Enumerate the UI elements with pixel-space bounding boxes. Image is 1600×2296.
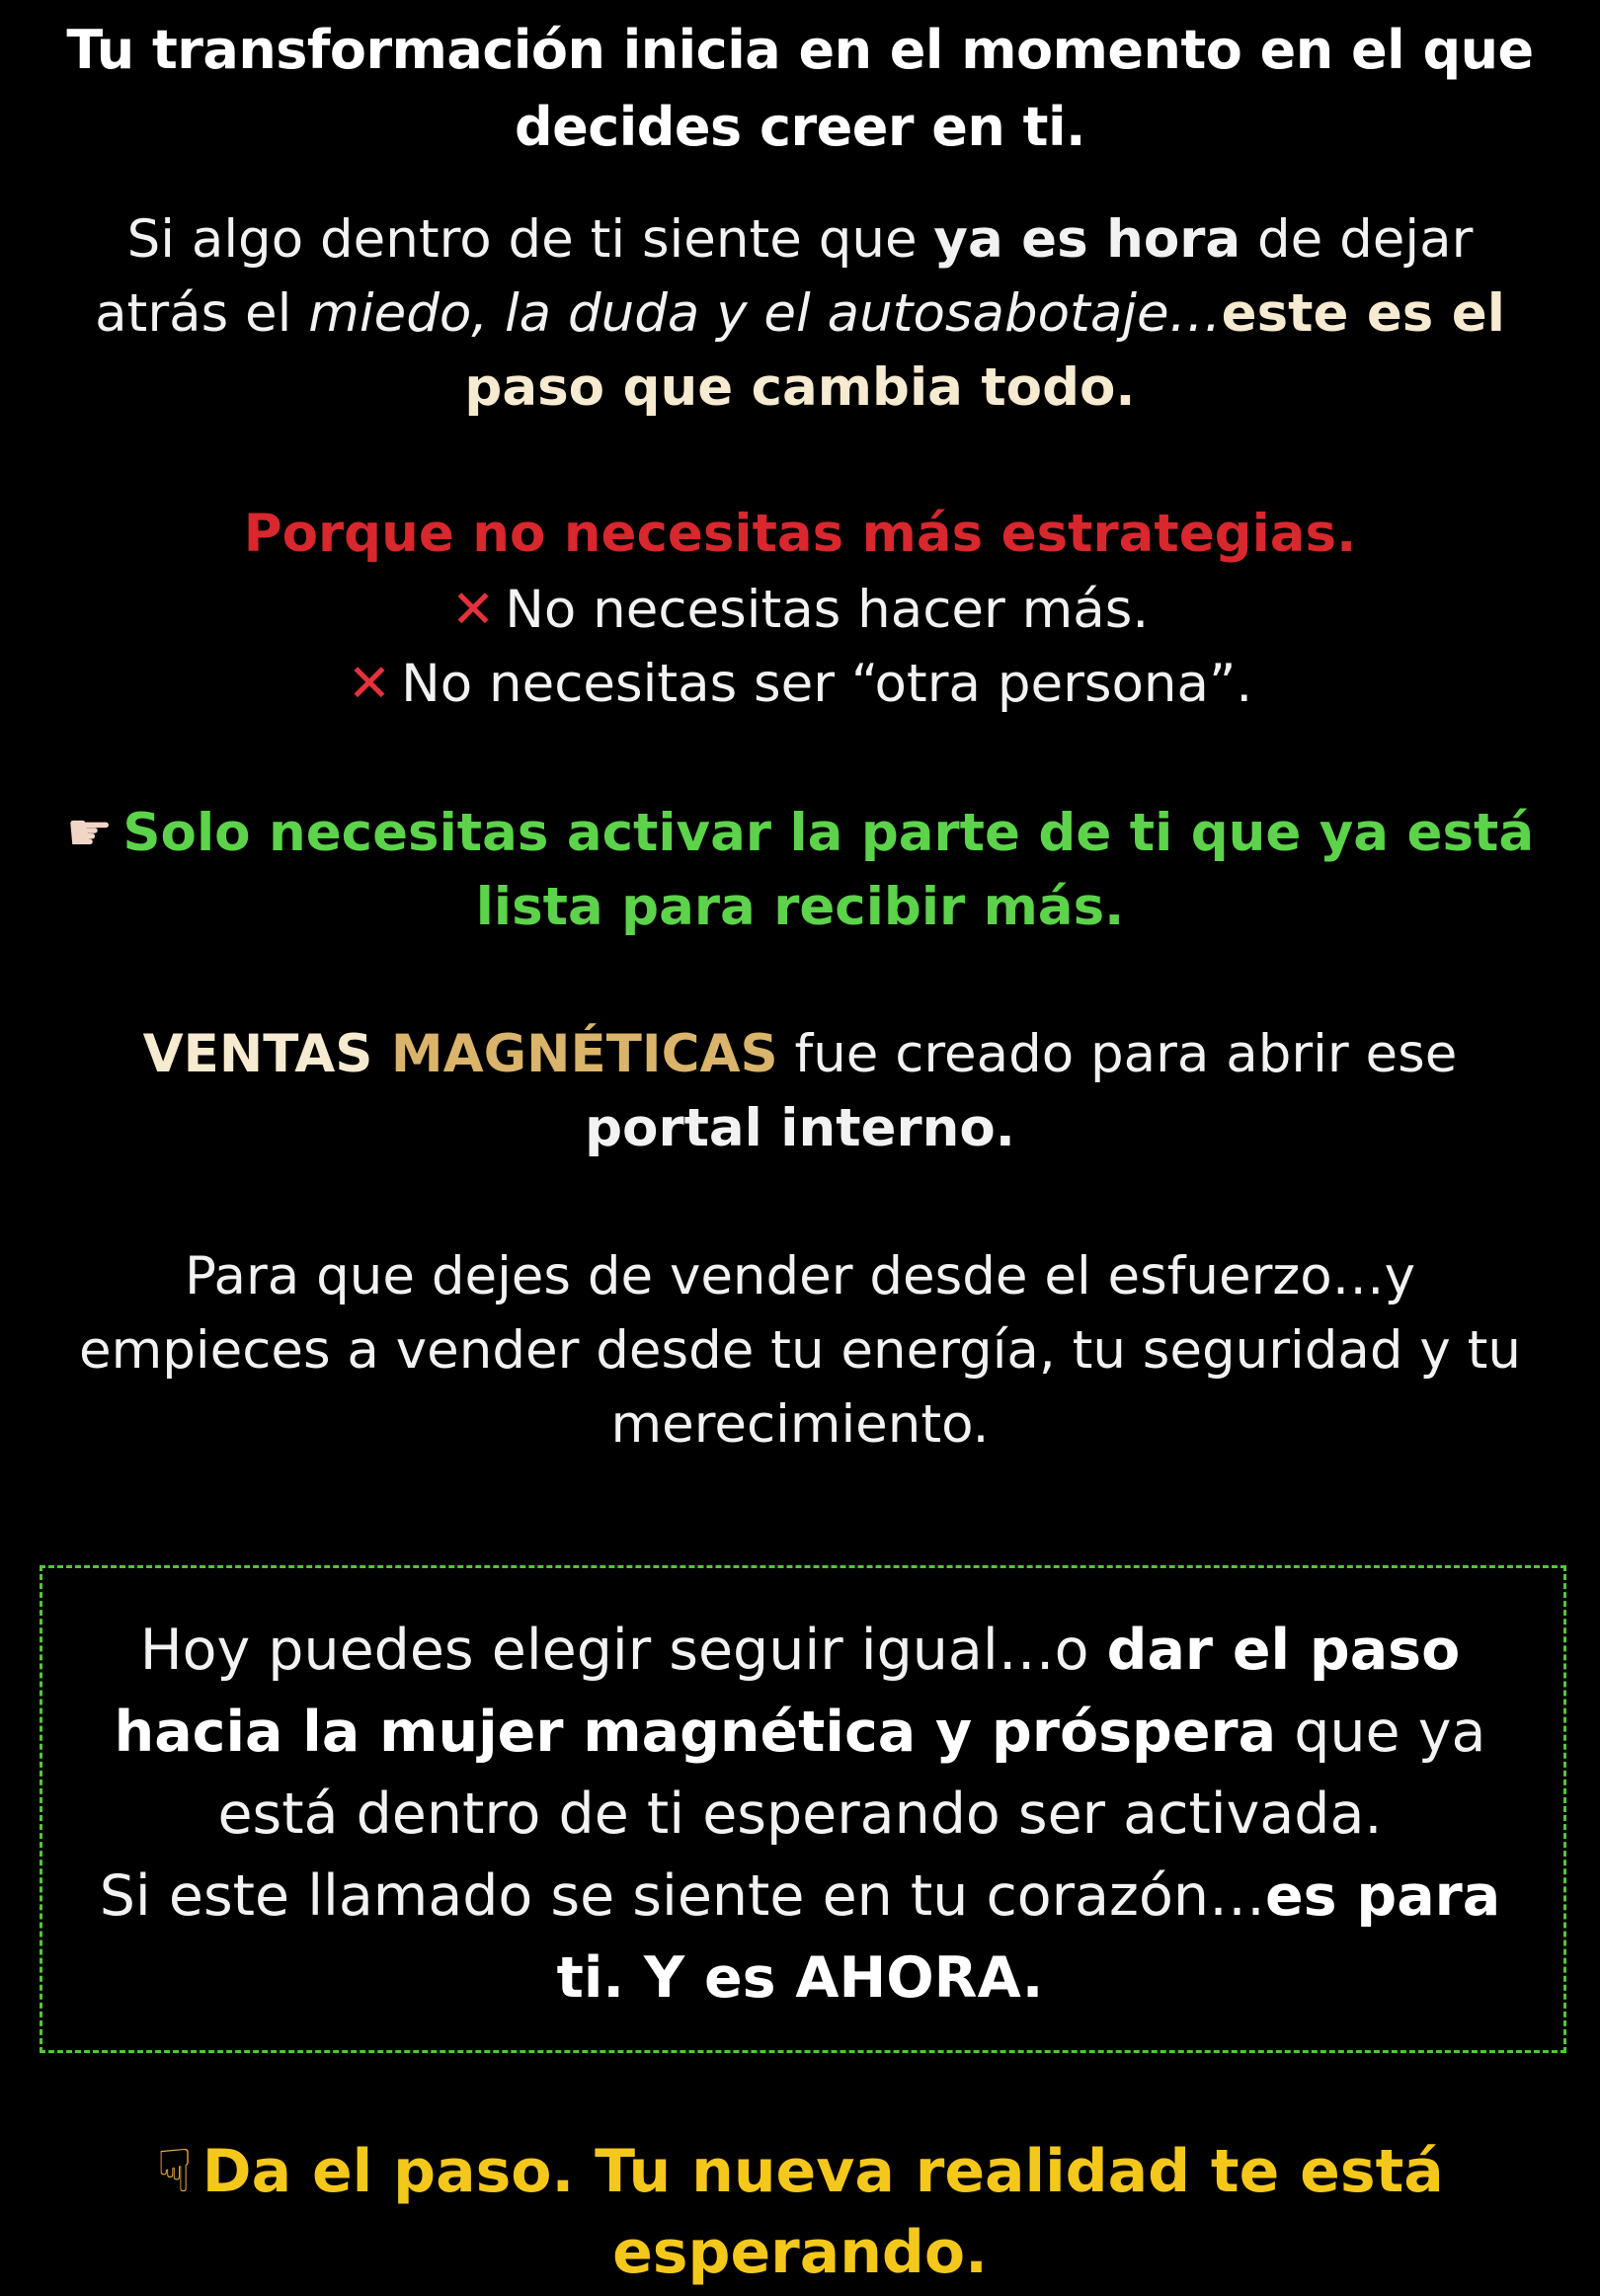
brand-name-magneticas: MAGNÉTICAS: [390, 1024, 778, 1084]
call-to-action-text: Da el paso. Tu nueva realidad te está esperando.: [201, 2137, 1444, 2287]
ventas-text: fue creado para abrir ese: [777, 1024, 1458, 1084]
intro-text-1: Si algo dentro de ti siente que: [126, 209, 934, 270]
energy-paragraph: Para que dejes de vender desde el esfuerzo…y empieces a vender desde tu energía, tu seguridad y tu merecimiento.: [79, 1246, 1521, 1455]
callout-text-2: que ya está dentro de ti esperando ser activada.: [217, 1700, 1486, 1847]
brand-name-ventas: VENTAS: [142, 1024, 391, 1084]
intro-italic-miedo: miedo, la duda y el autosabotaje…: [308, 283, 1222, 344]
pointing-right-hand-icon: ☛: [65, 803, 114, 863]
cross-mark-icon: ✕: [450, 580, 496, 640]
ventas-bold-portal: portal interno.: [585, 1098, 1015, 1158]
intro-highlight-este-es: este es el paso que cambia todo.: [464, 283, 1505, 418]
pointing-down-hand-icon: ☟: [156, 2137, 193, 2206]
callout-text-1: Hoy puedes elegir seguir igual…o: [139, 1618, 1107, 1683]
no-line-2-text: No necesitas ser “otra persona”.: [401, 654, 1253, 714]
green-statement-text: Solo necesitas activar la parte de ti que ya está lista para recibir más.: [122, 803, 1535, 937]
ventas-paragraph: [59, 1017, 1541, 1165]
no-line-2: [59, 647, 1541, 721]
callout-bold-1: dar el paso hacia la mujer magnética y próspera: [114, 1618, 1461, 1765]
callout-bold-2: es para ti. Y es AHORA.: [556, 1863, 1501, 2011]
intro-paragraph: [59, 202, 1541, 425]
green-statement: [59, 796, 1541, 944]
no-line-1-text: No necesitas hacer más.: [505, 580, 1150, 640]
no-line-1: [59, 573, 1541, 647]
callout-text: [59, 1610, 1541, 2019]
red-heading: Porque no necesitas más estrategias.: [243, 504, 1357, 564]
intro-text-2: de dejar atrás el: [95, 209, 1474, 344]
headline: Tu transformación inicia en el momento en el que decides creer en ti.: [66, 19, 1534, 158]
intro-bold-ya-es-hora: ya es hora: [933, 209, 1241, 270]
callout-text-3: Si este llamado se siente en tu corazón…: [99, 1863, 1265, 1929]
call-to-action: [59, 2131, 1541, 2293]
cross-mark-icon: ✕: [347, 654, 392, 714]
